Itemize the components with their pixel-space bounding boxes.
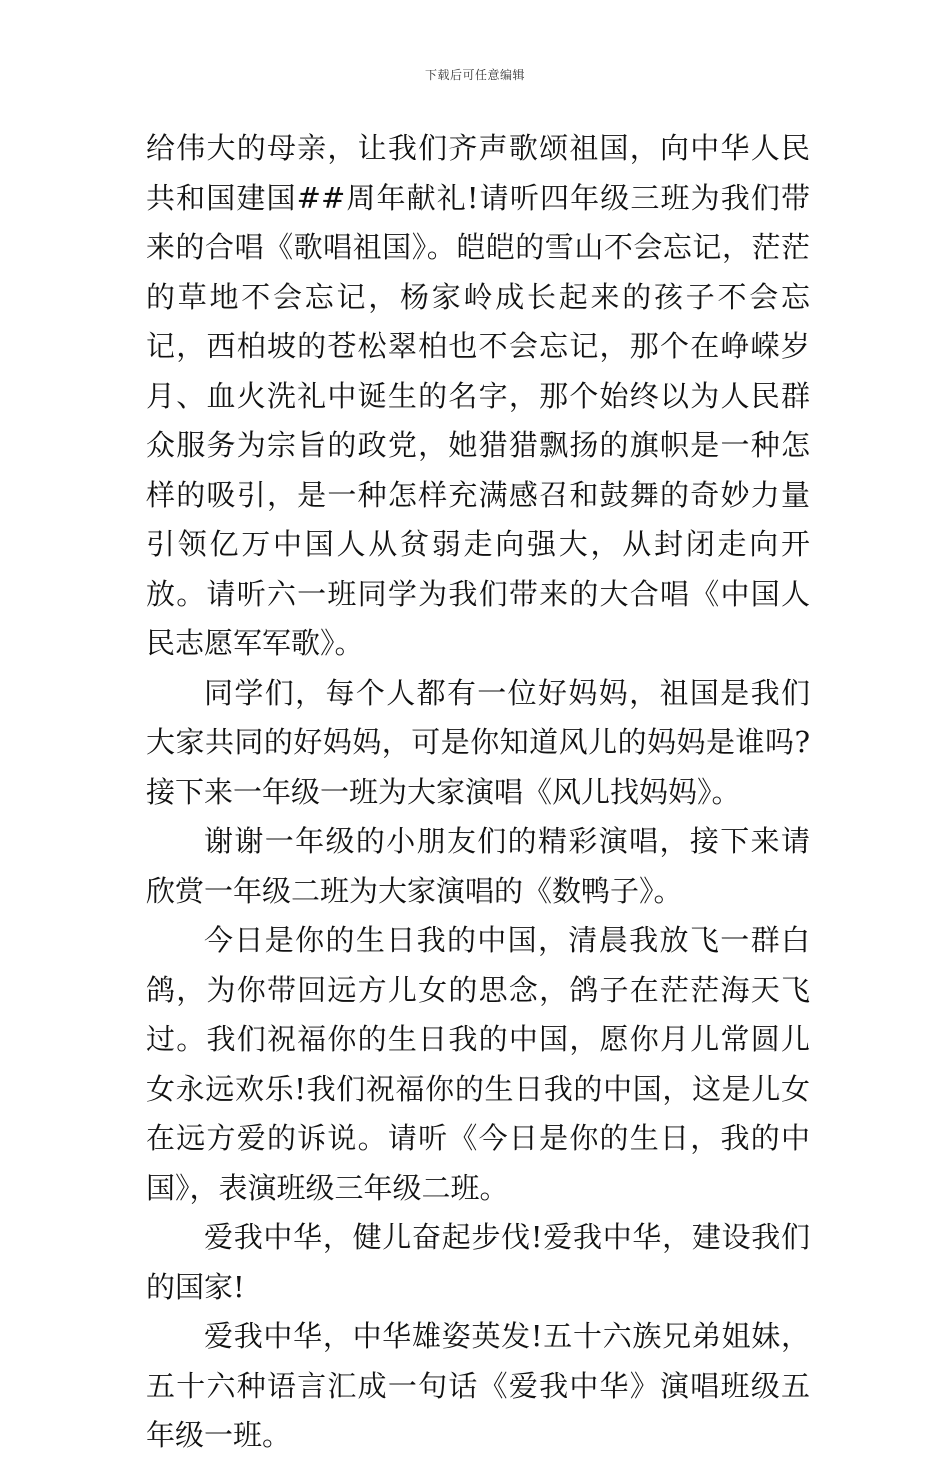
document-body [146,124,810,1461]
paragraph-continuation: 给伟大的母亲，让我们齐声歌颂祖国，向中华人民共和国建国##周年献礼!请听四年级三班为我们带来的合唱《歌唱祖国》。皑皑的雪山不会忘记，茫茫的草地不会忘记，杨家岭成长起来的孩子不会忘记，西柏坡的苍松翠柏也不会忘记，那个在峥嵘岁月、血火洗礼中诞生的名字，那个始终以为人民群众服务为宗旨的政党，她猎猎飘扬的旗帜是一种怎样的吸引，是一种怎样充满感召和鼓舞的奇妙力量引领亿万中国人从贫弱走向强大，从封闭走向开放。请听六一班同学为我们带来的大合唱《中国人民志愿军军歌》。 [146,131,810,660]
paragraph-love-china-2: 爱我中华，中华雄姿英发!五十六族兄弟姐妹，五十六种语言汇成一句话《爱我中华》演唱班级五年级一班。 [146,1319,810,1452]
paragraph-feng-er: 同学们，每个人都有一位好妈妈，祖国是我们大家共同的好妈妈，可是你知道风儿的妈妈是谁吗?接下来一年级一班为大家演唱《风儿找妈妈》。 [146,675,810,809]
paragraph-birthday-china: 今日是你的生日我的中国，清晨我放飞一群白鸽，为你带回远方儿女的思念，鸽子在茫茫海天飞过。我们祝福你的生日我的中国，愿你月儿常圆儿女永远欢乐!我们祝福你的生日我的中国，这是儿女在远方爱的诉说。请听《今日是你的生日，我的中国》，表演班级三年级二班。 [146,923,810,1205]
paragraph-love-china-1: 爱我中华，健儿奋起步伐!爱我中华，建设我们的国家! [146,1220,810,1304]
paragraph-shu-ya-zi: 谢谢一年级的小朋友们的精彩演唱，接下来请欣赏一年级二班为大家演唱的《数鸭子》。 [146,824,810,908]
page-header: 下载后可任意编辑 [424,68,525,82]
